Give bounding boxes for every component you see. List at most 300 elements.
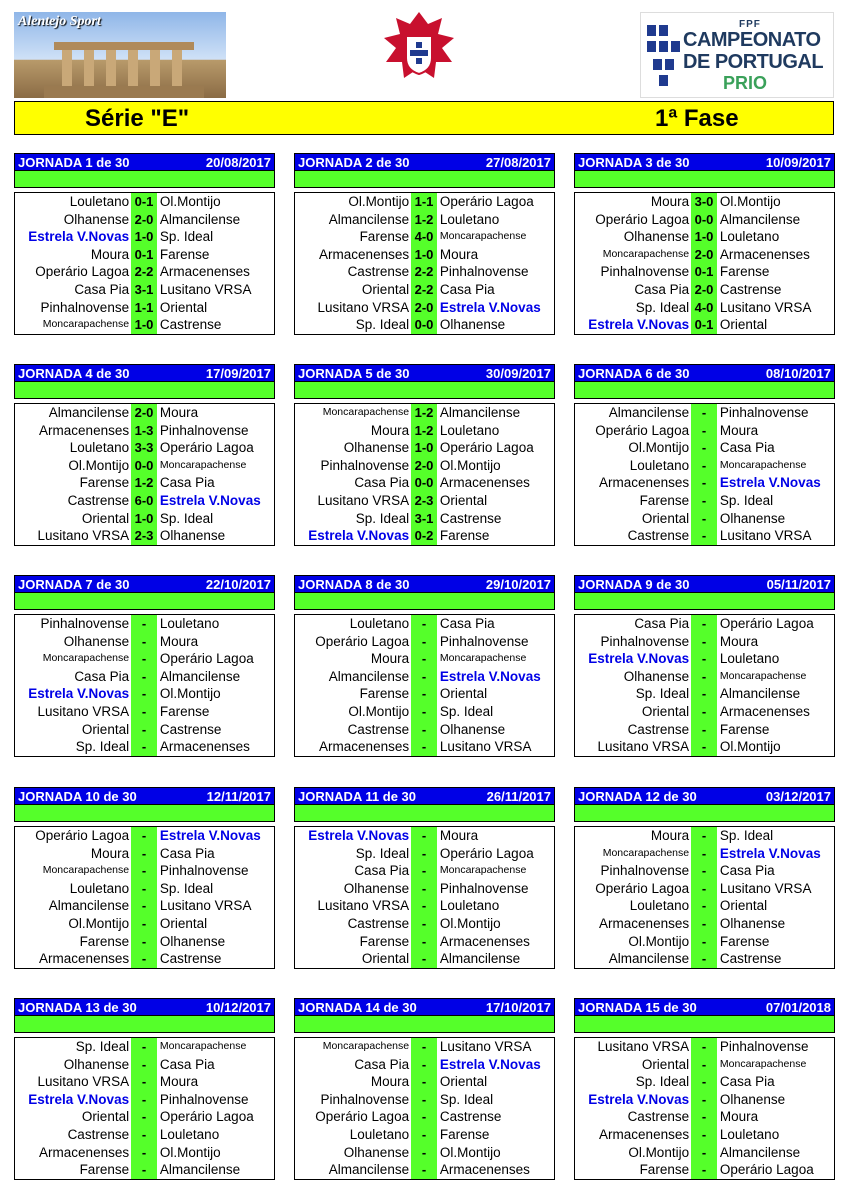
score: 4-0 — [411, 228, 437, 246]
games-list — [14, 614, 275, 757]
home-team: Farense — [359, 686, 410, 702]
away-team: Lusitano VRSA — [159, 281, 252, 297]
score: - — [131, 1073, 157, 1091]
home-team: Farense — [79, 933, 130, 949]
game-row — [15, 316, 274, 334]
game-row — [295, 721, 554, 739]
home-team: Pinhalnovense — [40, 616, 130, 631]
logo-line-2: DE PORTUGAL — [683, 51, 824, 73]
score: - — [131, 827, 157, 845]
away-team: Olhanense — [159, 933, 226, 949]
home-team: Estrela V.Novas — [588, 317, 690, 333]
fase-title: 1ª Fase — [655, 105, 739, 132]
game-row — [15, 738, 274, 756]
score: 2-0 — [131, 404, 157, 422]
score: 0-1 — [691, 263, 717, 281]
score: 1-0 — [411, 439, 437, 457]
away-team: Farense — [159, 703, 210, 719]
game-row — [295, 510, 554, 528]
game-row — [575, 316, 834, 334]
away-team: Lusitano VRSA — [439, 739, 532, 755]
score: - — [691, 862, 717, 880]
games-list — [294, 1037, 555, 1180]
home-team: Almancilense — [328, 1162, 410, 1178]
home-team: Lusitano VRSA — [317, 492, 410, 508]
home-team: Lusitano VRSA — [317, 299, 410, 315]
away-team: Moura — [439, 828, 479, 843]
green-bar — [294, 593, 555, 610]
game-row — [15, 668, 274, 686]
away-team: Oriental — [439, 492, 488, 508]
away-team: Armacenenses — [159, 264, 250, 280]
home-team: Olhanense — [63, 633, 130, 649]
home-team: Olhanense — [63, 1056, 130, 1072]
game-row — [15, 845, 274, 863]
away-team: Olhanense — [719, 1091, 786, 1107]
away-team: Farense — [159, 246, 210, 262]
game-row — [575, 1056, 834, 1074]
home-team: Louletano — [349, 1126, 410, 1142]
home-team: Armacenenses — [599, 475, 690, 491]
away-team: Casa Pia — [719, 440, 775, 456]
game-row — [295, 650, 554, 668]
away-team: Moura — [159, 633, 199, 649]
score: - — [411, 721, 437, 739]
away-team: Operário Lagoa — [719, 1162, 814, 1178]
home-team: Pinhalnovense — [320, 457, 410, 473]
game-row — [15, 1038, 274, 1056]
score: 3-0 — [691, 193, 717, 211]
game-row — [575, 457, 834, 475]
away-team: Sp. Ideal — [159, 229, 214, 245]
score: - — [131, 1161, 157, 1179]
games-list — [574, 614, 835, 757]
away-team: Estrela V.Novas — [439, 668, 541, 684]
jornada-header — [574, 998, 835, 1016]
game-row — [15, 193, 274, 211]
away-team: Almancilense — [719, 1144, 801, 1160]
score: - — [411, 1091, 437, 1109]
away-team: Oriental — [719, 317, 768, 333]
score: - — [131, 1056, 157, 1074]
game-row — [295, 246, 554, 264]
game-row — [15, 281, 274, 299]
score: - — [411, 685, 437, 703]
game-row — [295, 193, 554, 211]
score: 1-0 — [131, 510, 157, 528]
away-team: Castrense — [439, 510, 502, 526]
home-team: Louletano — [629, 898, 690, 914]
home-team: Louletano — [69, 440, 130, 456]
game-row — [295, 897, 554, 915]
score: - — [411, 862, 437, 880]
away-team: Pinhalnovense — [439, 264, 529, 280]
home-team: Louletano — [629, 457, 690, 473]
game-row — [295, 457, 554, 475]
away-team: Casa Pia — [159, 845, 215, 861]
home-team: Oriental — [361, 951, 410, 967]
score: - — [411, 845, 437, 863]
away-team: Almancilense — [159, 668, 241, 684]
score: - — [131, 685, 157, 703]
green-bar — [574, 805, 835, 822]
score: 1-0 — [691, 228, 717, 246]
away-team: Oriental — [719, 898, 768, 914]
home-team: Louletano — [69, 194, 130, 209]
score: - — [691, 703, 717, 721]
score: - — [691, 422, 717, 440]
jornada-block — [574, 153, 835, 335]
home-team: Estrela V.Novas — [28, 1091, 130, 1107]
home-team: Sp. Ideal — [355, 845, 410, 861]
away-team: Louletano — [159, 1126, 220, 1142]
home-team: Armacenenses — [39, 422, 130, 438]
jornada-title: JORNADA 5 de 30 — [298, 366, 410, 381]
series-banner — [14, 101, 834, 135]
away-team: Pinhalnovense — [439, 880, 529, 896]
score: - — [691, 1038, 717, 1056]
score: - — [411, 880, 437, 898]
jornada-date: 17/09/2017 — [205, 366, 271, 381]
game-row — [295, 299, 554, 317]
home-team: Lusitano VRSA — [37, 528, 130, 544]
game-row — [295, 1038, 554, 1056]
home-team: Oriental — [641, 703, 690, 719]
away-team: Castrense — [159, 317, 222, 333]
away-team: Casa Pia — [719, 863, 775, 879]
score: - — [131, 880, 157, 898]
home-team: Castrense — [627, 1109, 690, 1125]
jornada-title: JORNADA 11 de 30 — [298, 789, 417, 804]
score: - — [411, 703, 437, 721]
home-team: Armacenenses — [39, 1144, 130, 1160]
game-row — [575, 738, 834, 756]
score: - — [691, 1073, 717, 1091]
games-list — [574, 403, 835, 546]
away-team: Moncarapachense — [719, 458, 807, 471]
game-row — [575, 492, 834, 510]
jornada-title: JORNADA 3 de 30 — [578, 155, 690, 170]
green-bar — [574, 382, 835, 399]
score: - — [131, 633, 157, 651]
score: 1-1 — [411, 193, 437, 211]
alentejo-sport-logo — [14, 12, 226, 98]
games-list — [574, 192, 835, 335]
game-row — [575, 281, 834, 299]
away-team: Pinhalnovense — [719, 1039, 809, 1054]
score: 0-0 — [691, 211, 717, 229]
logo-line-3: PRIO — [723, 73, 768, 93]
score: - — [411, 633, 437, 651]
score: 1-1 — [131, 299, 157, 317]
away-team: Sp. Ideal — [159, 880, 214, 896]
jornada-date: 05/11/2017 — [766, 577, 831, 592]
away-team: Almancilense — [159, 1162, 241, 1178]
home-team: Castrense — [627, 721, 690, 737]
home-team: Pinhalnovense — [320, 1091, 410, 1107]
score: 1-2 — [411, 404, 437, 422]
game-row — [575, 915, 834, 933]
game-row — [15, 880, 274, 898]
game-row — [295, 1161, 554, 1179]
away-team: Almancilense — [439, 951, 521, 967]
away-team: Ol.Montijo — [439, 1144, 501, 1160]
away-team: Casa Pia — [439, 616, 495, 631]
jornada-title: JORNADA 14 de 30 — [298, 1000, 417, 1015]
score: 2-2 — [411, 263, 437, 281]
game-row — [575, 668, 834, 686]
home-team: Almancilense — [328, 211, 410, 227]
home-team: Armacenenses — [319, 739, 410, 755]
away-team: Oriental — [159, 299, 208, 315]
score: 2-2 — [411, 281, 437, 299]
home-team: Farense — [79, 1162, 130, 1178]
home-team: Casa Pia — [74, 668, 130, 684]
game-row — [15, 422, 274, 440]
score: - — [411, 1073, 437, 1091]
game-row — [15, 703, 274, 721]
jornada-block — [294, 153, 555, 335]
score: - — [131, 703, 157, 721]
home-team: Armacenenses — [599, 915, 690, 931]
away-team: Farense — [439, 528, 490, 544]
score: 1-2 — [411, 211, 437, 229]
away-team: Estrela V.Novas — [159, 828, 261, 843]
home-team: Ol.Montijo — [348, 194, 410, 209]
away-team: Lusitano VRSA — [719, 299, 812, 315]
away-team: Olhanense — [719, 510, 786, 526]
game-row — [15, 1144, 274, 1162]
home-team: Moncarapachense — [42, 652, 130, 665]
score: 0-1 — [691, 316, 717, 334]
home-team: Olhanense — [63, 211, 130, 227]
away-team: Ol.Montijo — [719, 739, 781, 755]
game-row — [15, 246, 274, 264]
home-team: Moncarapachense — [322, 406, 410, 418]
score: 3-1 — [131, 281, 157, 299]
home-team: Olhanense — [343, 440, 410, 456]
games-list — [14, 403, 275, 546]
home-team: Moncarapachense — [42, 318, 130, 331]
score: - — [691, 650, 717, 668]
game-row — [15, 827, 274, 845]
away-team: Lusitano VRSA — [159, 898, 252, 914]
game-row — [295, 492, 554, 510]
jornada-header — [294, 575, 555, 593]
green-bar — [14, 1016, 275, 1033]
home-team: Casa Pia — [74, 281, 130, 297]
home-team: Casa Pia — [634, 281, 690, 297]
score: - — [411, 933, 437, 951]
jornada-title: JORNADA 15 de 30 — [578, 1000, 697, 1015]
game-row — [15, 862, 274, 880]
jornada-title: JORNADA 9 de 30 — [578, 577, 690, 592]
home-team: Lusitano VRSA — [37, 703, 130, 719]
game-row — [15, 721, 274, 739]
home-team: Farense — [639, 1162, 690, 1178]
jornada-header — [14, 787, 275, 805]
game-row — [295, 474, 554, 492]
score: - — [691, 615, 717, 633]
game-row — [575, 827, 834, 845]
green-bar — [294, 382, 555, 399]
away-team: Olhanense — [439, 317, 506, 333]
score: - — [691, 721, 717, 739]
score: 2-0 — [411, 457, 437, 475]
game-row — [575, 1144, 834, 1162]
away-team: Castrense — [719, 951, 782, 967]
jornada-header — [574, 575, 835, 593]
game-row — [575, 633, 834, 651]
game-row — [15, 1091, 274, 1109]
away-team: Moncarapachense — [439, 864, 527, 877]
jornada-title: JORNADA 4 de 30 — [18, 366, 130, 381]
home-team: Oriental — [81, 721, 130, 737]
home-team: Louletano — [349, 616, 410, 631]
jornada-block — [294, 364, 555, 546]
score: - — [691, 915, 717, 933]
score: 2-0 — [691, 246, 717, 264]
game-row — [295, 950, 554, 968]
game-row — [575, 1108, 834, 1126]
away-team: Pinhalnovense — [159, 863, 249, 879]
score: - — [691, 1144, 717, 1162]
home-team: Armacenenses — [599, 1126, 690, 1142]
home-team: Casa Pia — [354, 1056, 410, 1072]
score: 0-0 — [411, 474, 437, 492]
game-row — [575, 299, 834, 317]
home-team: Sp. Ideal — [635, 1074, 690, 1090]
away-team: Moncarapachense — [719, 669, 807, 682]
game-row — [15, 650, 274, 668]
score: - — [131, 1108, 157, 1126]
score: - — [691, 633, 717, 651]
game-row — [15, 211, 274, 229]
away-team: Ol.Montijo — [439, 915, 501, 931]
score: - — [691, 897, 717, 915]
game-row — [295, 263, 554, 281]
score: - — [691, 404, 717, 422]
green-bar — [294, 805, 555, 822]
game-row — [15, 299, 274, 317]
green-bar — [14, 382, 275, 399]
game-row — [575, 263, 834, 281]
home-team: Operário Lagoa — [35, 828, 130, 843]
game-row — [575, 228, 834, 246]
jornada-block — [574, 364, 835, 546]
game-row — [575, 897, 834, 915]
away-team: Moura — [439, 246, 479, 262]
home-team: Almancilense — [328, 668, 410, 684]
score: - — [691, 474, 717, 492]
away-team: Farense — [439, 1126, 490, 1142]
game-row — [575, 685, 834, 703]
away-team: Operário Lagoa — [439, 845, 534, 861]
score: - — [131, 897, 157, 915]
score: - — [131, 650, 157, 668]
home-team: Almancilense — [608, 951, 690, 967]
jornada-block — [14, 575, 275, 757]
score: - — [691, 457, 717, 475]
score: - — [691, 845, 717, 863]
away-team: Olhanense — [159, 528, 226, 544]
home-team: Ol.Montijo — [628, 1144, 690, 1160]
jornada-block — [14, 998, 275, 1180]
away-team: Moncarapachense — [159, 1040, 247, 1052]
score: - — [131, 1038, 157, 1056]
away-team: Almancilense — [159, 211, 241, 227]
away-team: Estrela V.Novas — [719, 475, 821, 491]
score: 2-3 — [411, 492, 437, 510]
home-team: Casa Pia — [634, 616, 690, 631]
home-team: Operário Lagoa — [595, 880, 690, 896]
score: - — [131, 615, 157, 633]
jornada-header — [294, 153, 555, 171]
game-row — [15, 915, 274, 933]
home-team: Casa Pia — [354, 475, 410, 491]
game-row — [15, 950, 274, 968]
game-row — [295, 685, 554, 703]
away-team: Louletano — [719, 651, 780, 667]
game-row — [575, 721, 834, 739]
jornada-header — [14, 153, 275, 171]
score: - — [411, 1056, 437, 1074]
jornada-title: JORNADA 1 de 30 — [18, 155, 130, 170]
away-team: Lusitano VRSA — [719, 528, 812, 544]
score: 1-2 — [411, 422, 437, 440]
game-row — [575, 1161, 834, 1179]
game-row — [575, 439, 834, 457]
home-team: Moncarapachense — [42, 864, 130, 877]
game-row — [295, 422, 554, 440]
games-list — [294, 826, 555, 969]
home-team: Ol.Montijo — [68, 457, 130, 473]
game-row — [15, 615, 274, 633]
game-row — [295, 1056, 554, 1074]
home-team: Sp. Ideal — [75, 1039, 130, 1054]
away-team: Louletano — [719, 229, 780, 245]
away-team: Louletano — [439, 211, 500, 227]
campeonato-portugal-logo — [640, 12, 834, 98]
away-team: Moura — [159, 1074, 199, 1090]
jornada-title: JORNADA 13 de 30 — [18, 1000, 137, 1015]
game-row — [295, 228, 554, 246]
game-row — [295, 827, 554, 845]
home-team: Lusitano VRSA — [37, 1074, 130, 1090]
jornada-block — [574, 787, 835, 969]
game-row — [15, 510, 274, 528]
away-team: Sp. Ideal — [439, 703, 494, 719]
away-team: Moncarapachense — [719, 1057, 807, 1070]
away-team: Armacenenses — [439, 933, 530, 949]
home-team: Operário Lagoa — [595, 422, 690, 438]
home-team: Pinhalnovense — [600, 264, 690, 280]
score: - — [131, 845, 157, 863]
home-team: Moncarapachense — [602, 247, 690, 260]
score: - — [691, 1161, 717, 1179]
home-team: Lusitano VRSA — [317, 898, 410, 914]
home-team: Oriental — [641, 510, 690, 526]
away-team: Moncarapachense — [439, 230, 527, 243]
home-team: Estrela V.Novas — [28, 229, 130, 245]
away-team: Armacenenses — [719, 246, 810, 262]
jornada-header — [14, 575, 275, 593]
game-row — [295, 615, 554, 633]
score: 1-0 — [131, 316, 157, 334]
game-row — [295, 933, 554, 951]
away-team: Pinhalnovense — [439, 633, 529, 649]
away-team: Operário Lagoa — [159, 651, 254, 667]
